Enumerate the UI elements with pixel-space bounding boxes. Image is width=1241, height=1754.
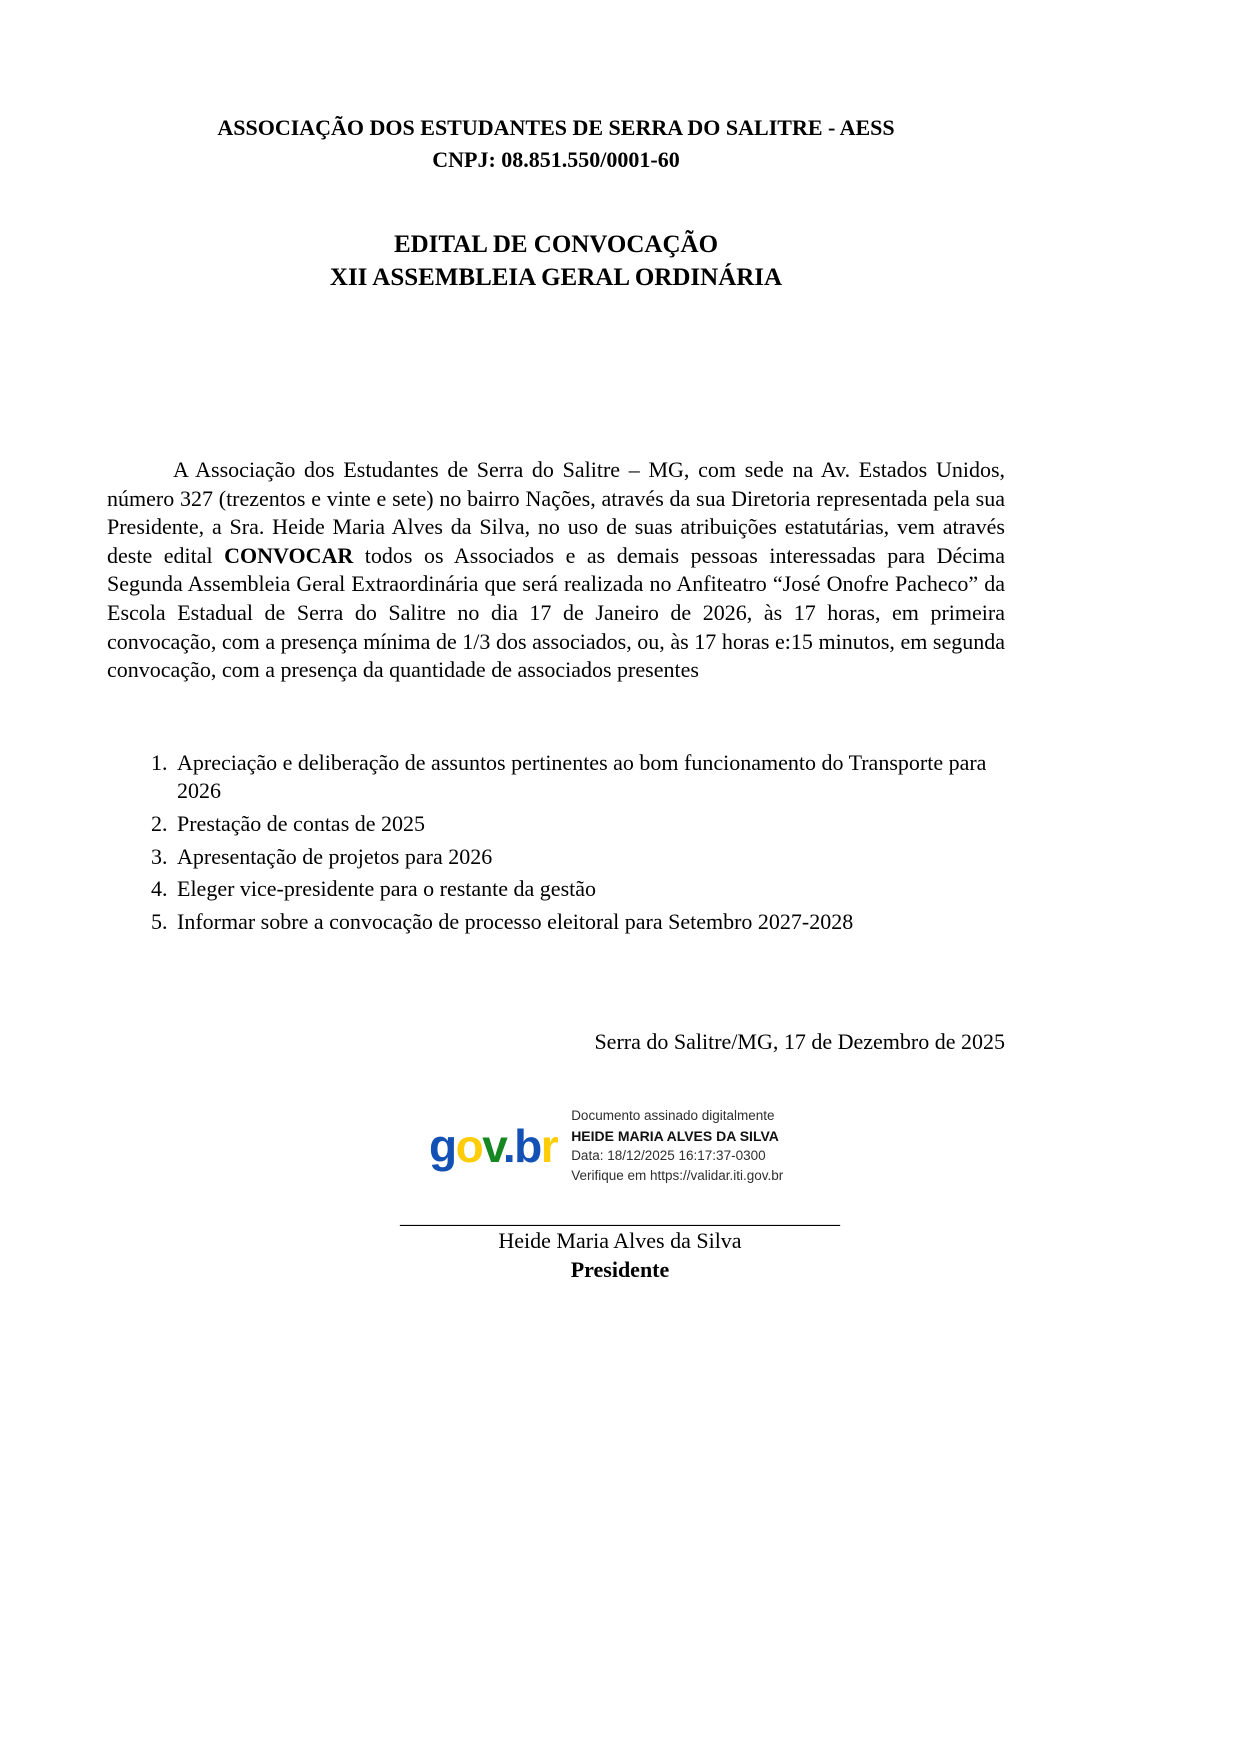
agenda-item-4: 4. Eleger vice-presidente para o restante da gestão (173, 875, 1005, 904)
govbr-logo-letter: g (429, 1120, 456, 1173)
signature-rule: ________________________________________ (400, 1203, 840, 1229)
agenda-item-5: 5. Informar sobre a convocação de processo eleitoral para Setembro 2027-2028 (173, 908, 1005, 937)
govbr-logo-letter: b (514, 1120, 541, 1173)
signer-role: Presidente (570, 1257, 670, 1283)
agenda-item-1: 1. Apreciação e deliberação de assuntos pertinentes ao bom funcionamento do Transporte para 2026 (173, 749, 1005, 806)
body-text-before-bold: A Associação dos Estudantes de Serra do Salitre – MG, com sede na Av. Estados Unidos, número 327 (trezentos e vinte e sete) no bairro Nações, através da sua Diretoria representada pela sua Presidente, a Sra. Heide Maria Alves da Silva, no uso de suas atribuições estatutárias, vem através deste edital (107, 457, 1005, 568)
agenda-list (107, 749, 1005, 937)
document-title (107, 228, 1005, 294)
signature-stamp-details (571, 1106, 783, 1186)
signer-name: Heide Maria Alves da Silva (498, 1228, 742, 1254)
agenda-item-3: 3. Apresentação de projetos para 2026 (173, 843, 1005, 872)
org-name-heading: ASSOCIAÇÃO DOS ESTUDANTES DE SERRA DO SALITRE - AESS (217, 115, 895, 140)
body-paragraph (107, 456, 1005, 685)
govbr-logo-letter: r (540, 1120, 558, 1173)
place-date-line: Serra do Salitre/MG, 17 de Dezembro de 2025 (594, 1029, 1005, 1055)
agenda-item-2: 2. Prestação de contas de 2025 (173, 810, 1005, 839)
govbr-logo-letter: . (502, 1120, 515, 1173)
signature-block (389, 1203, 851, 1284)
digital-signature-stamp (429, 1106, 783, 1186)
signature-stamp-verify-url: Verifique em https://validar.iti.gov.br (571, 1168, 784, 1184)
cnpj-line: CNPJ: 08.851.550/0001-60 (432, 147, 680, 172)
body-text-after-bold: todos os Associados e as demais pessoas interessadas para Décima Segunda Assembleia Geral Extraordinária que será realizada no Anfiteatro “José Onofre Pacheco” da Escola Estadual de Serra do Salitre no dia 17 de Janeiro de 2026, às 17 horas, em primeira convocação, com a presença mínima de 1/3 dos associados, ou, às 17 horas e:15 minutos, em segunda convocação, com a presença da quantidade de associados presentes (107, 542, 1005, 683)
signature-stamp-date: Data: 18/12/2025 16:17:37-0300 (571, 1148, 766, 1164)
signature-stamp-name: HEIDE MARIA ALVES DA SILVA (571, 1128, 779, 1145)
signature-stamp-title: Documento assinado digitalmente (571, 1108, 775, 1124)
document-title-line2: XII ASSEMBLEIA GERAL ORDINÁRIA (329, 264, 783, 291)
govbr-logo (429, 1120, 558, 1173)
govbr-logo-letter: v (482, 1120, 503, 1173)
govbr-logo-letter: o (455, 1120, 483, 1173)
convocar-bold-word: CONVOCAR (224, 542, 354, 568)
document-title-line1: EDITAL DE CONVOCAÇÃO (393, 231, 719, 258)
